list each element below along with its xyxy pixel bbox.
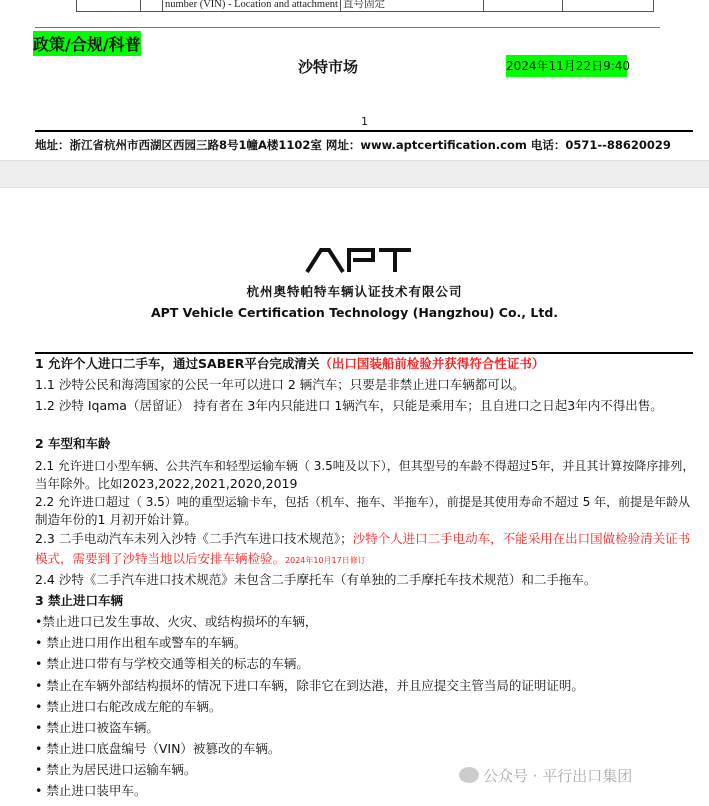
section-2-heading: 2 车型和车龄 xyxy=(35,436,111,451)
footer-divider xyxy=(35,130,693,132)
table-cell: number (VIN) - Location and attachment xyxy=(165,0,338,10)
paragraph: 1.2 沙特 Iqama（居留证） 持有者在 3年内只能进口 1辆汽车，只能是乘用车；且自进口之日起3年内不得出售。 xyxy=(35,398,663,413)
paragraph: 2.4 沙特《二手汽车进口技术规范》未包含二手摩托车（有单独的二手摩托车技术规范）和二手拖车。 xyxy=(35,572,597,587)
section-1-heading: 1 允许个人进口二手车，通过SABER平台完成清关（出口国装船前检验并获得符合性证书） xyxy=(35,356,545,371)
revision-note: 2024年10月17日修订 xyxy=(285,556,366,565)
category-label: 政策/合规/科普 xyxy=(33,31,141,56)
paragraph: 2.2 允许进口超过（ 3.5）吨的重型运输卡车，包括（机车、拖车、半拖车），前提是其使用寿命不超过 5 年，前提是年龄从 xyxy=(35,495,691,509)
paragraph: 2.1 允许进口小型车辆、公共汽车和轻型运输车辆（ 3.5吨及以下），但其型号的车龄不得超过5年，并且其计算按降序排列， xyxy=(35,459,695,473)
wechat-icon xyxy=(459,767,479,783)
divider xyxy=(35,27,660,28)
page-number: 1 xyxy=(361,115,368,128)
list-item: •禁止进口已发生事故、火灾、或结构损坏的车辆， xyxy=(35,614,318,629)
company-name-en: APT Vehicle Certification Technology (Hangzhou) Co., Ltd. xyxy=(150,305,559,320)
list-item: • 禁止在车辆外部结构损坏的情况下进口车辆，除非它在到达港，并且应提交主管当局的证明证明。 xyxy=(35,678,584,693)
paragraph: 2.3 二手电动汽车未列入沙特《二手汽车进口技术规范》；沙特个人进口二手电动车，不能采用在出口国做检验清关证书 xyxy=(35,531,691,546)
footer-address: 地址：浙江省杭州市西湖区西园三路8号1幢A楼1102室 网址：www.aptcertification.com 电话：0571--88620029 xyxy=(35,138,671,152)
page-title: 沙特市场 xyxy=(298,58,359,76)
list-item: • 禁止进口底盘编号（VIN）被篡改的车辆。 xyxy=(35,741,281,756)
paragraph: 1.1 沙特公民和海湾国家的公民一年可以进口 2 辆汽车；只要是非禁止进口车辆都可以。 xyxy=(35,377,525,392)
list-item: • 禁止进口用作出租车或警车的车辆。 xyxy=(35,635,247,650)
paragraph: 当年除外。比如2023,2022,2021,2020,2019 xyxy=(35,476,298,491)
list-item: • 禁止进口带有与学校交通等相关的标志的车辆。 xyxy=(35,656,309,671)
datetime: 2024年11月22日9:40 xyxy=(506,55,627,77)
list-item: • 禁止进口被盗车辆。 xyxy=(35,720,159,735)
paragraph: 制造年份的1 月初开始计算。 xyxy=(35,512,197,527)
list-item: • 禁止为居民进口运输车辆。 xyxy=(35,762,197,777)
table-fragment xyxy=(76,0,654,12)
section-3-heading: 3 禁止进口车辆 xyxy=(35,593,124,608)
company-name-cn: 杭州奥特帕特车辆认证技术有限公司 xyxy=(246,284,463,299)
list-item: • 禁止进口右舵改成左舵的车辆。 xyxy=(35,699,222,714)
paragraph: 模式，需要到了沙特当地以后安排车辆检验。2024年10月17日修订 xyxy=(35,551,366,566)
table-cell: 直号固定 xyxy=(343,0,385,10)
page-gap xyxy=(0,160,709,188)
list-item: • 禁止进口装甲车。 xyxy=(35,783,147,798)
watermark: 公众号 · 平行出口集团 xyxy=(459,765,632,786)
apt-logo xyxy=(305,247,413,273)
